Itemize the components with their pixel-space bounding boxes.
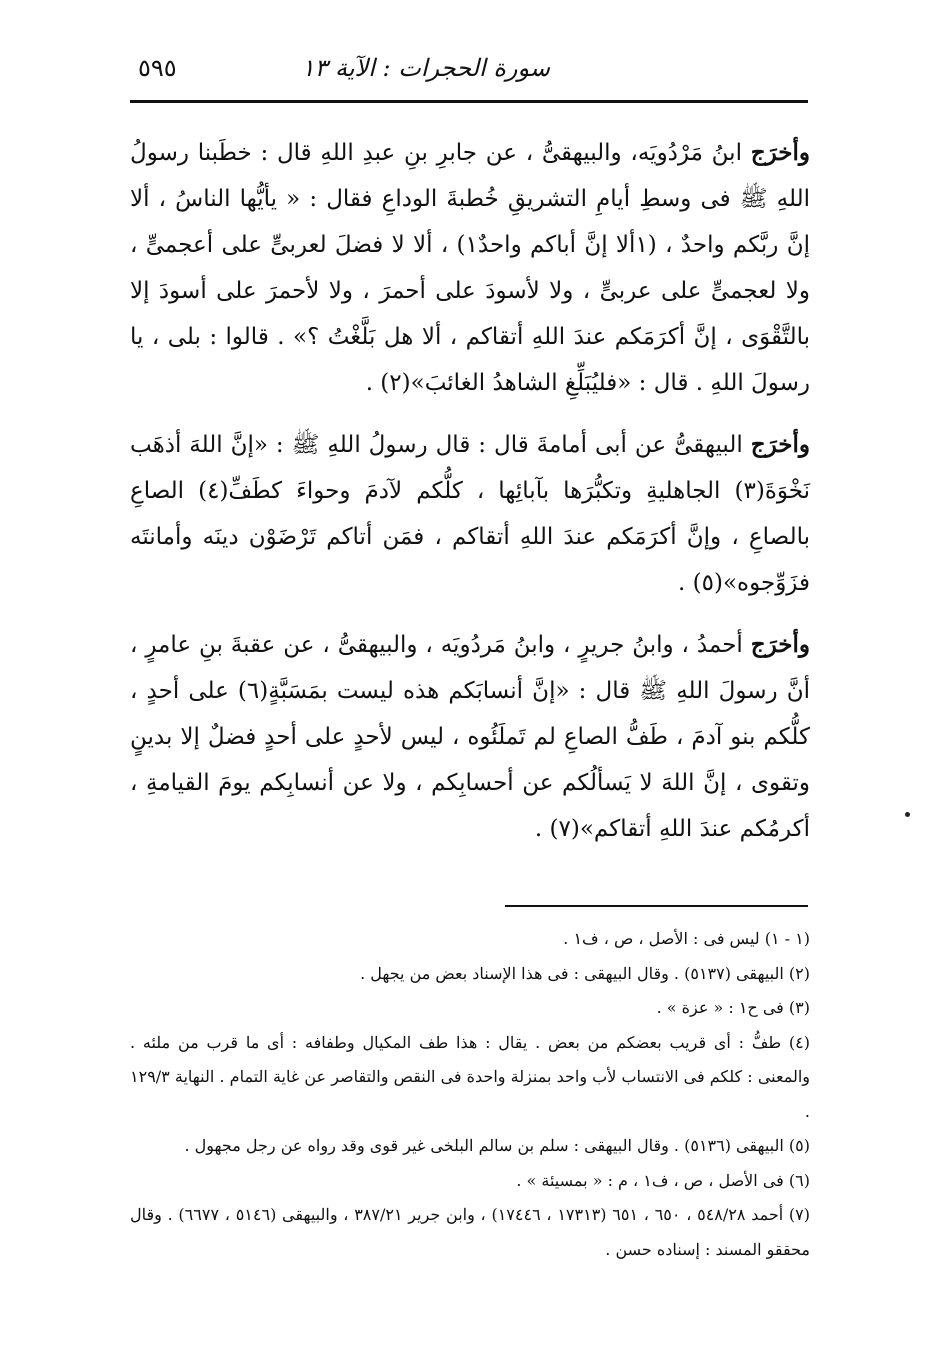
header-title: سورة الحجرات : الآية ١٣	[301, 54, 550, 82]
paragraph-text: البيهقىُّ عن أبى أمامةَ قال : قال رسولُ اللهِ ﷺ : «إنَّ اللهَ أذهَب نَخْوَةَ(٣) الجاهليةِ وتكبُّرَها بآبائِها ، كلُّكم لآدمَ وحواءَ كطَفِّ(٤) الصاعِ بالصاعِ ، وإنَّ أكرَمَكم عندَ اللهِ أتقاكم ، فمَن أتاكم تَرْضَوْن دينَه وأمانتَه فزَوِّجوه»(٥) .	[130, 432, 810, 596]
paragraph	[130, 622, 810, 852]
page-number: ٥٩٥	[138, 54, 177, 82]
paragraph-lead: وأخرَج	[750, 139, 810, 166]
footnote: (٦) فى الأصل ، ص ، ف١ ، م : « بمسيئة » .	[516, 1170, 810, 1190]
paragraph-lead: وأخرَج	[750, 631, 810, 658]
paragraph-text: ابنُ مَرْدُويَه، والبيهقىُّ ، عن جابرِ بنِ عبدِ اللهِ قال : خطَبنا رسولُ اللهِ ﷺ فى وسطِ أيامِ التشريقِ خُطبةَ الوداعِ فقال : « يأيُّها الناسُ ، ألا إنَّ ربَّكم واحدٌ ، (١ألا إنَّ أباكم واحدٌ١) ، ألا لا فضلَ لعربىٍّ على أعجمىٍّ ، ولا لعجمىٍّ على عربىٍّ ، ولا لأسودَ على أحمرَ ، ولا لأحمرَ على أسودَ إلا بالتَّقْوَى ، إنَّ أكرَمَكم عندَ اللهِ أتقاكم ، ألا هل بَلَّغْتُ ؟» . قالوا : بلى ، يا رسولَ اللهِ . قال : «فليُبَلِّغِ الشاهدُ الغائبَ»(٢) .	[130, 140, 810, 396]
footnotes	[130, 922, 810, 1267]
paragraph	[130, 130, 810, 406]
footnote: (٤) طفُّ : أى قريب بعضكم من بعض . يقال : هذا طف المكيال وطفافه : أى ما قرب من ملئه . والمعنى : كلكم فى الانتساب لأب واحد بمنزلة واحدة فى النقص والتقاصر عن غاية التمام . النهاية ١٢٩/٣ .	[130, 1032, 810, 1121]
footnote: (٢) البيهقى (٥١٣٧) . وقال البيهقى : فى هذا الإسناد بعض من يجهل .	[360, 963, 810, 983]
footnote: (٥) البيهقى (٥١٣٦) . وقال البيهقى : سلم بن سالم البلخى غير قوى وقد رواه عن رجل مجهول .	[184, 1136, 810, 1155]
footnote-rule	[505, 905, 808, 907]
running-header	[130, 50, 810, 94]
paragraph-text: أحمدُ ، وابنُ جريرٍ ، وابنُ مَردُويَه ، والبيهقىُّ ، عن عقبةَ بنِ عامرٍ ، أنَّ رسولَ اللهِ ﷺ قال : «إنَّ أنسابَكم هذه ليست بمَسَبَّةٍ(٦) على أحدٍ ، كلُّكم بنو آدمَ ، طَفُّ الصاعِ لم تَملَئُوه ، ليس لأحدٍ على أحدٍ فضلٌ إلا بدينٍ وتقوى ، إنَّ اللهَ لا يَسألُكم عن أحسابِكم ، ولا عن أنسابِكم يومَ القيامةِ ، أكرمُكم عندَ اللهِ أتقاكم»(٧) .	[130, 632, 810, 842]
paragraph	[130, 422, 810, 606]
margin-mark	[905, 812, 910, 817]
footnote: (٣) فى ح١ : « عزة » .	[656, 998, 810, 1017]
header-rule	[130, 100, 808, 103]
footnote: (٧) أحمد ٥٤٨/٢٨ ، ٦٥٠ ، ٦٥١ (١٧٣١٣ ، ١٧٤٤٦) ، وابن جرير ٣٨٧/٢١ ، والبيهقى (٥١٤٦ ، ٦٦٧٧) . وقال محققو المسند : إسناده حسن .	[130, 1205, 811, 1259]
footnote: (١ - ١) ليس فى : الأصل ، ص ، ف١ .	[563, 929, 810, 948]
paragraph-lead: وأخرَج	[750, 431, 810, 458]
main-text	[130, 130, 810, 868]
